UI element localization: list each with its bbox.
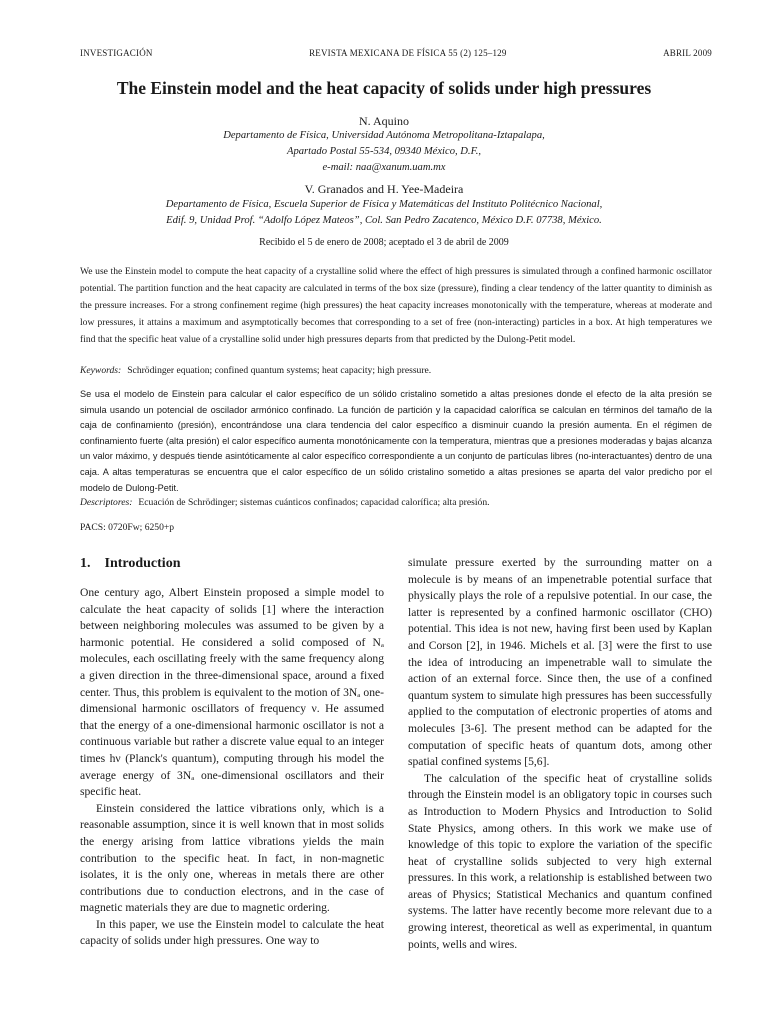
keywords-text: Schrödinger equation; confined quantum systems; heat capacity; high pressure. [127, 365, 432, 376]
affiliation-email: e-mail: naa@xanum.uam.mx [322, 162, 446, 173]
abstract-english: We use the Einstein model to compute the heat capacity of a crystalline solid where the effect of high pressures is simulated through a confined harmonic oscillator potential. The partition function and the heat capacity are calculated in terms of the box size (pressure), finding a clear tendency of the latter quantity to diminish as the pressure increases. For a strong confinement regime (high pressures) the heat capacity increases monotonically with the temperature, whereas at moderate and low pressures, it attains a maximum and asymptotically becomes that corresponding to a set of free (non-interacting) particles in a box. At high temperatures we find that the specific heat value of a crystalline solid under high pressures departs from that predicted by the Dulong-Petit model. [80, 266, 712, 345]
running-head-section: INVESTIGACIÓN [80, 48, 153, 58]
running-head-date: ABRIL 2009 [663, 48, 712, 58]
received-dates: Recibido el 5 de enero de 2008; aceptado el 3 de abril de 2009 [259, 237, 509, 248]
paragraph: Einstein considered the lattice vibrations only, which is a reasonable assumption, since it is well known that in most solids the energy arising from lattice vibrations yields the main contribution to the specific heat. In fact, in non-magnetic isolates, it is the only one, whereas in metals there are other contributions due to conduction electrons, and in the case of magnetic materials they are due to magnetic ordering. [80, 801, 384, 915]
right-column [408, 555, 712, 953]
descriptores-text: Ecuación de Schrödinger; sistemas cuánticos confinados; capacidad calorífica; alta presión. [138, 497, 490, 508]
descriptores-label: Descriptores: [80, 497, 133, 508]
running-head-journal: REVISTA MEXICANA DE FÍSICA 55 (2) 125–129 [309, 48, 507, 58]
affiliation-line: Apartado Postal 55-534, 09340 México, D.F., [286, 146, 481, 157]
author-2-affiliation [60, 197, 708, 229]
affiliation-line: Departamento de Física, Universidad Autónoma Metropolitana-Iztapalapa, [223, 130, 545, 141]
affiliation-line: Departamento de Física, Escuela Superior de Física y Matemáticas del Instituto Politécnico Nacional, [165, 199, 603, 210]
paragraph: simulate pressure exerted by the surrounding matter on a molecule is by means of an impenetrable potential surface that physically plays the role of a repulsive potential. In our case, the latter is represented by a confined harmonic oscillator (CHO) potential. This idea is not new, having first been used by Kaplan and Corson [2], in 1946. Michels et al. [3] were the first to use the idea of introducing an impenetrable wall to simulate the action of an external force. Since then, the use of a confined quantum system to simulate high pressures has been successfully applied to the computation of electronic properties of atoms and molecules [3-6]. The present method can be adapted for the computation of specific heats of quantum dots, among other spatial confined systems [5,6]. [408, 556, 712, 769]
paper-title: The Einstein model and the heat capacity of solids under high pressures [116, 78, 652, 98]
author-1-affiliation [60, 128, 708, 176]
keywords-label: Keywords: [80, 365, 122, 376]
author-2-names: V. Granados and H. Yee-Madeira [304, 182, 464, 196]
abstract-spanish: Se usa el modelo de Einstein para calcular el calor específico de un sólido cristalino sometido a altas presiones donde el efecto de la alta presión se simula usando un potencial de oscilador armónico confinado. La función de partición y la capacidad calorífica se calculan en términos del tamaño de la caja de confinamiento (presión), encontrándose una clara tendencia del calor específico a disminuir cuando la presión aumenta. En el régimen de confinamiento fuerte (alta presión) el calor específico aumenta monotónicamente con la temperatura, mientras que a presiones moderadas y bajas alcanza un valor máximo, y después tiende asintóticamente al calor específico correspondiente a un conjunto de partículas libres (no-interactuantes) dentro de una caja. A altas temperaturas se encuentra que el calor específico de un sólido cristalino sometido a altas presiones se aparta del valor predicho por el modelo de Dulong-Petit. [80, 389, 712, 493]
paragraph: In this paper, we use the Einstein model to calculate the heat capacity of solids under high pressures. One way to [80, 917, 384, 948]
paragraph: The calculation of the specific heat of crystalline solids through the Einstein model is an obligatory topic in courses such as Introduction to Modern Physics and Introduction to Solid State Physics, among others. In this work we make use of knowledge of this topic to explore the variation of the specific heat of crystalline solids subjected to very high external pressures. In this work, a relationship is established between two areas of Physics; Statistical Mechanics and quantum confined systems. The latter have recently become more relevant due to a growing interest, theoretical as well as experimental, in quantum points, wells and wires. [408, 771, 712, 951]
keywords [80, 365, 712, 376]
paragraph: One century ago, Albert Einstein proposed a simple model to calculate the heat capacity of solids [1] where the interaction between neighboring molecules was assumed to be given by a harmonic potential. He considered a solid composed of Nₐ molecules, each oscillating freely with the same frequency along a given direction in the three-dimensional space, around a fixed center. Thus, this problem is equivalent to the motion of 3Nₐ one-dimensional harmonic oscillators of frequency ν. He assumed that the energy of a one-dimensional harmonic oscillator is not a continuous variable but rather a discrete value equal to an integer times hν (Planck's quantum), computing through his model the average energy of 3Nₐ one-dimensional oscillators and their specific heat. [80, 586, 384, 799]
descriptores [80, 497, 712, 508]
author-1-name: N. Aquino [358, 114, 409, 128]
pacs-codes: PACS: 0720Fw; 6250+p [80, 522, 175, 533]
left-column [80, 555, 384, 950]
affiliation-line: Edif. 9, Unidad Prof. “Adolfo López Mateos”, Col. San Pedro Zacatenco, México D.F. 07738, México. [166, 215, 602, 226]
section-heading: 1. Introduction [80, 556, 181, 571]
running-head [80, 48, 712, 58]
